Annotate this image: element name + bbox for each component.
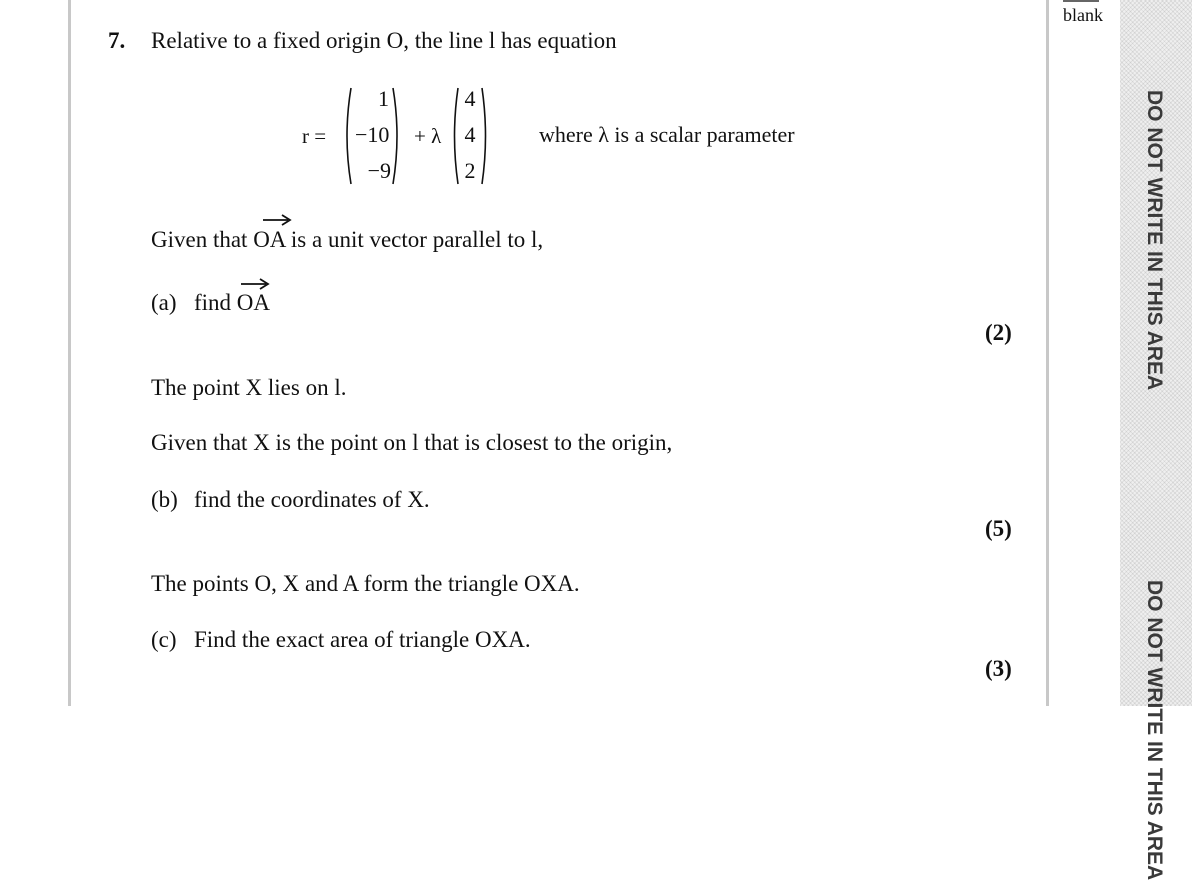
question-intro-text: Relative to a fixed origin O, the line l has equation bbox=[151, 28, 617, 53]
vector-arrow-icon bbox=[240, 277, 270, 291]
part-c-marks: (3) bbox=[985, 656, 1012, 681]
position-y: −10 bbox=[355, 122, 390, 147]
vector-arrow-icon bbox=[262, 213, 292, 227]
equation-lhs bbox=[302, 124, 326, 149]
page-border-right bbox=[1046, 0, 1049, 706]
part-c-text: Find the exact area of triangle OXA. bbox=[194, 627, 531, 652]
position-vector bbox=[341, 84, 403, 188]
equation-lhs-text: r = bbox=[302, 124, 327, 148]
direction-vector bbox=[450, 84, 490, 188]
direction-y: 4 bbox=[464, 122, 476, 147]
direction-x: 4 bbox=[464, 86, 476, 111]
point-x-statement: The point X lies on l. bbox=[151, 375, 347, 400]
question-number: 7. bbox=[108, 28, 126, 53]
part-b-marks: (5) bbox=[985, 516, 1012, 541]
leave-blank-rule bbox=[1063, 0, 1099, 2]
direction-z: 2 bbox=[464, 158, 476, 183]
lambda-term-text: + λ bbox=[414, 124, 442, 148]
lambda-term bbox=[414, 124, 441, 149]
scalar-note: where λ is a scalar parameter bbox=[539, 122, 795, 147]
part-b-label: (b) bbox=[151, 487, 178, 512]
given-unit-vector-text: Given that OA is a unit vector parallel to l, bbox=[151, 227, 544, 252]
part-a-marks: (2) bbox=[985, 320, 1012, 345]
closest-point-statement: Given that X is the point on l that is closest to the origin, bbox=[151, 430, 673, 455]
leave-blank-label: blank bbox=[1063, 5, 1103, 25]
part-b-text: find the coordinates of X. bbox=[194, 487, 430, 512]
question-intro bbox=[151, 28, 617, 54]
position-x: 1 bbox=[378, 86, 389, 111]
part-c-label: (c) bbox=[151, 627, 177, 652]
do-not-write-warning: DO NOT WRITE IN THIS AREA bbox=[1143, 90, 1166, 391]
part-a-text: find OA bbox=[194, 290, 271, 315]
position-z: −9 bbox=[367, 158, 391, 183]
given-unit-vector bbox=[151, 227, 543, 253]
part-a-label: (a) bbox=[151, 290, 177, 315]
triangle-statement: The points O, X and A form the triangle OXA. bbox=[151, 571, 580, 596]
page-border-left bbox=[68, 0, 71, 706]
do-not-write-warning-2: DO NOT WRITE IN THIS AREA bbox=[1143, 580, 1166, 880]
